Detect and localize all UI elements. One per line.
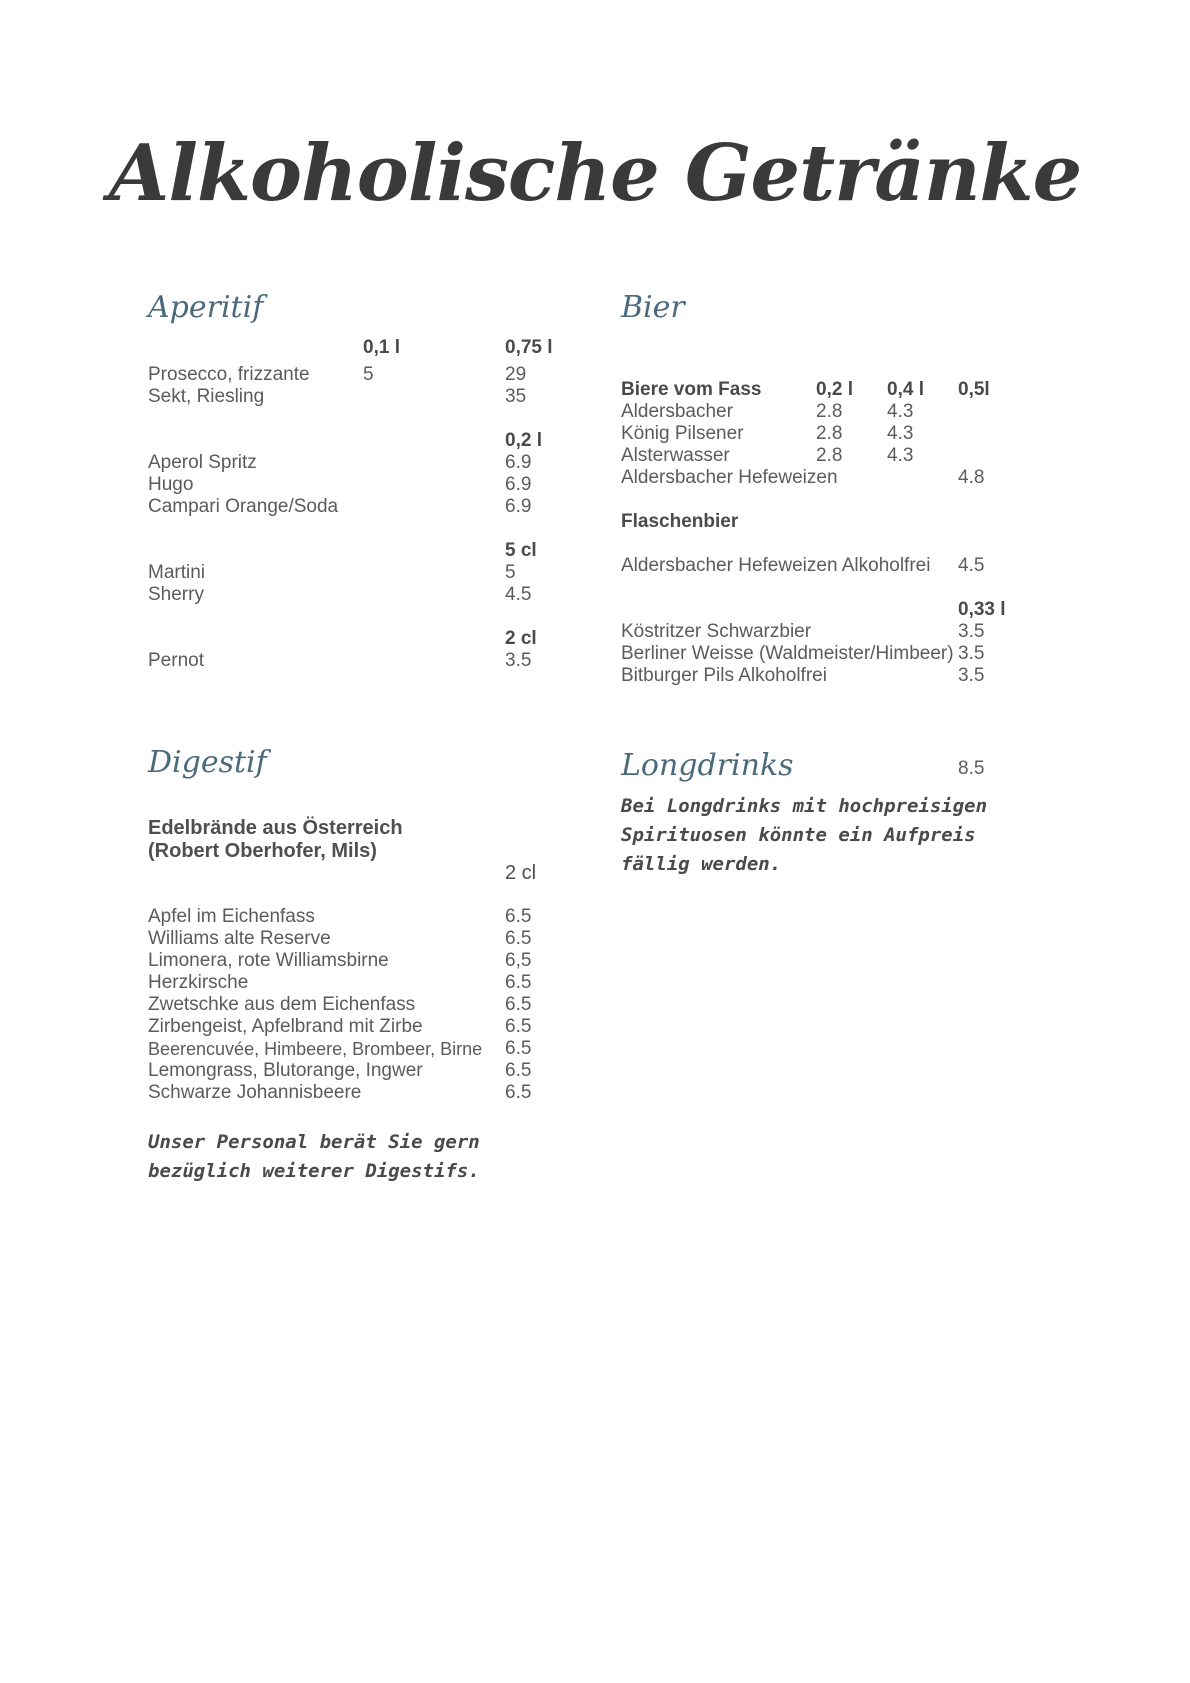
menu-item-price: 3.5 <box>505 650 532 671</box>
longdrinks-heading: Longdrinks <box>621 748 794 783</box>
menu-item-name: Pernot <box>148 650 204 671</box>
bier-heading: Bier <box>621 290 685 325</box>
longdrinks-note: Bei Longdrinks mit hochpreisigen Spirituosen könnte ein Aufpreis fällig werden. <box>621 795 988 875</box>
menu-item-name: Aldersbacher Hefeweizen Alkoholfrei <box>621 555 931 576</box>
digestif-subtitle: Edelbrände aus Österreich <box>148 817 403 839</box>
menu-item-name: Zirbengeist, Apfelbrand mit Zirbe <box>148 1016 423 1037</box>
bier-col-05: 0,5l <box>958 379 990 400</box>
menu-item-name: Herzkirsche <box>148 972 249 993</box>
menu-item-name: Köstritzer Schwarzbier <box>621 621 812 642</box>
digestif-subtitle-producer: (Robert Oberhofer, Mils) <box>148 840 377 862</box>
menu-item-name: Campari Orange/Soda <box>148 496 339 517</box>
menu-item-price: 6.9 <box>505 452 532 473</box>
menu-item-price: 6.5 <box>505 928 532 949</box>
menu-item-name: Sherry <box>148 584 204 605</box>
menu-item-name: Hugo <box>148 474 194 495</box>
menu-item-price: 5 <box>363 364 374 385</box>
menu-item-name: Alsterwasser <box>621 445 730 466</box>
menu-item-price: 2.8 <box>816 423 843 444</box>
menu-item-price: 29 <box>505 364 527 385</box>
bier-col-033: 0,33 l <box>958 599 1006 620</box>
menu-item-price: 6.5 <box>505 994 532 1015</box>
aperitif-col-5cl: 5 cl <box>505 540 537 561</box>
menu-item-price: 2.8 <box>816 401 843 422</box>
menu-item-price: 2.8 <box>816 445 843 466</box>
bier-col-04: 0,4 l <box>887 379 924 400</box>
menu-item-price: 6.5 <box>505 972 532 993</box>
menu-item-price: 4.3 <box>887 445 914 466</box>
digestif-heading: Digestif <box>148 745 267 780</box>
aperitif-col-small: 0,1 l <box>363 337 400 358</box>
menu-item-name: Martini <box>148 562 206 583</box>
menu-item-price: 6,5 <box>505 950 532 971</box>
bier-col-02: 0,2 l <box>816 379 853 400</box>
menu-item-price: 3.5 <box>958 665 985 686</box>
aperitif-col-2cl: 2 cl <box>505 628 537 649</box>
aperitif-heading: Aperitif <box>148 290 264 325</box>
menu-item-price: 6.5 <box>505 906 532 927</box>
menu-item-price: 6.5 <box>505 1016 532 1037</box>
menu-item-price: 6.9 <box>505 474 532 495</box>
menu-item-price: 6.5 <box>505 1038 532 1059</box>
longdrinks-price: 8.5 <box>958 758 985 779</box>
digestif-note: Unser Personal berät Sie gern bezüglich weiterer Digestifs. <box>148 1131 480 1182</box>
bier-fass-title: Biere vom Fass <box>621 379 762 400</box>
menu-item-name: Schwarze Johannisbeere <box>148 1082 362 1103</box>
menu-item-name: Bitburger Pils Alkoholfrei <box>621 665 827 686</box>
menu-item-name: Berliner Weisse (Waldmeister/Himbeer) <box>621 643 954 664</box>
menu-item-price: 4.5 <box>505 584 532 605</box>
menu-item-price: 35 <box>505 386 527 407</box>
menu-item-name: Sekt, Riesling <box>148 386 265 407</box>
menu-item-price: 6.9 <box>505 496 532 517</box>
digestif-col-2cl: 2 cl <box>505 862 537 884</box>
menu-item-name: Apfel im Eichenfass <box>148 906 315 927</box>
aperitif-col-large: 0,75 l <box>505 337 553 358</box>
page-title: Alkoholische Getränke <box>108 128 1082 219</box>
menu-item-name: Lemongrass, Blutorange, Ingwer <box>148 1060 423 1081</box>
menu-item-price: 6.5 <box>505 1060 532 1081</box>
menu-item-name: Beerencuvée, Himbeere, Brombeer, Birne <box>148 1039 483 1059</box>
menu-item-name: Aperol Spritz <box>148 452 257 473</box>
bier-flasche-title: Flaschenbier <box>621 511 739 532</box>
menu-item-name: Limonera, rote Williamsbirne <box>148 950 389 971</box>
menu-item-name: Aldersbacher Hefeweizen <box>621 467 838 488</box>
menu-item-price: 5 <box>505 562 516 583</box>
menu-item-name: Aldersbacher <box>621 401 733 422</box>
menu-item-price: 4.5 <box>958 555 985 576</box>
menu-item-price: 6.5 <box>505 1082 532 1103</box>
menu-item-name: Williams alte Reserve <box>148 928 331 949</box>
menu-item-name: König Pilsener <box>621 423 744 444</box>
menu-item-price: 3.5 <box>958 643 985 664</box>
menu-item-price: 4.3 <box>887 401 914 422</box>
menu-item-name: Prosecco, frizzante <box>148 364 310 385</box>
aperitif-col-02: 0,2 l <box>505 430 542 451</box>
menu-item-price: 3.5 <box>958 621 985 642</box>
menu-item-price: 4.3 <box>887 423 914 444</box>
menu-item-price: 4.8 <box>958 467 985 488</box>
menu-item-name: Zwetschke aus dem Eichenfass <box>148 994 416 1015</box>
